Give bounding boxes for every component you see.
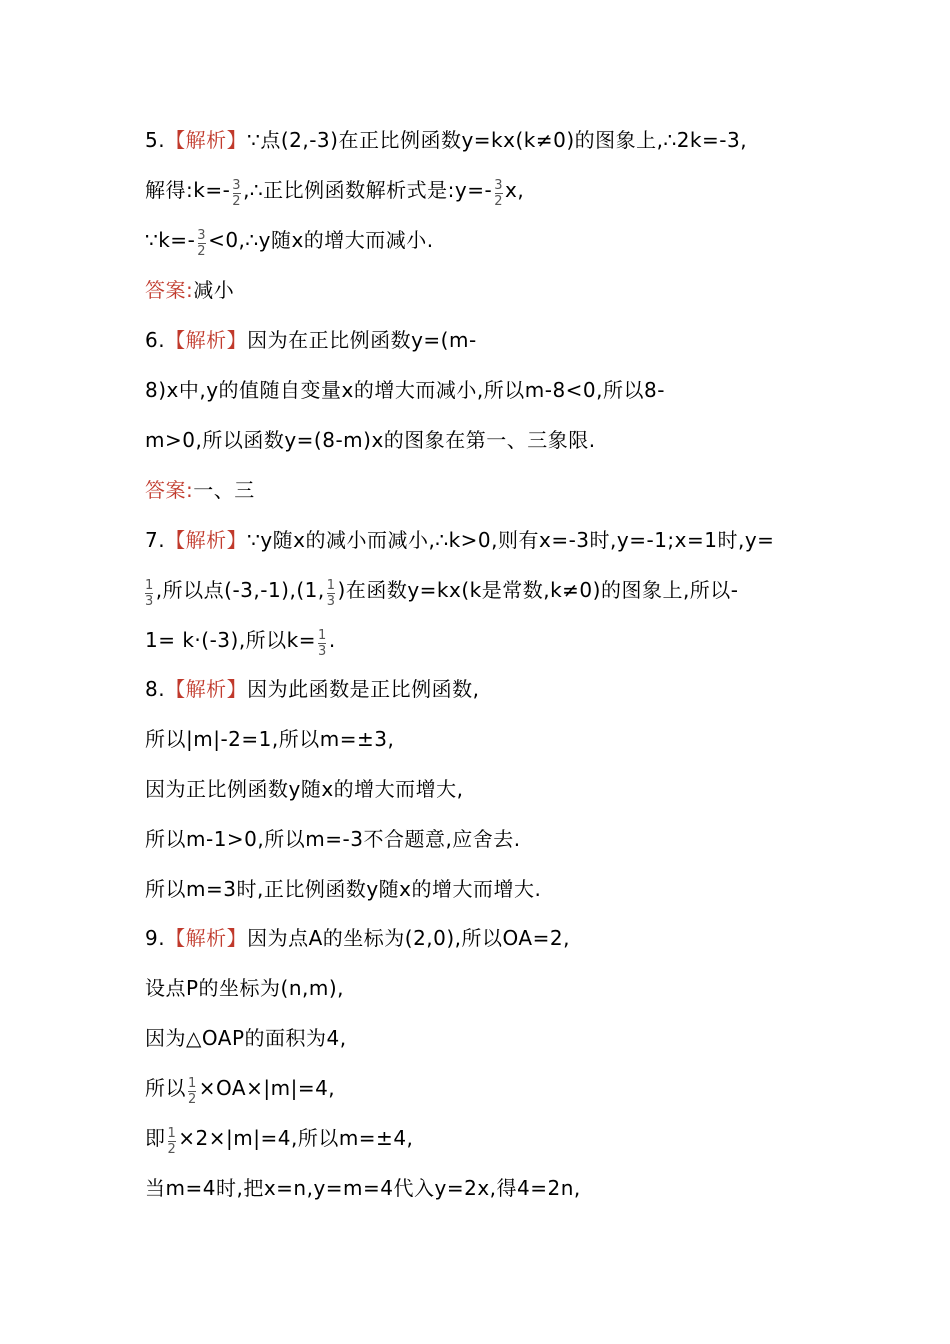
fraction-numerator: 1 — [145, 578, 154, 593]
p5-answer: 减小 — [193, 278, 235, 302]
p6-text: 因为在正比例函数y=(m- — [247, 328, 477, 352]
p9-text: ×2×|m|=4,所以m=±4, — [178, 1126, 414, 1150]
fraction-denominator: 2 — [232, 194, 242, 209]
p9-number: 9. — [145, 926, 166, 950]
fraction-numerator: 3 — [494, 178, 503, 193]
p5-line-1 — [145, 127, 820, 153]
p9-analysis-tag: 【解析】 — [165, 926, 248, 950]
p7-number: 7. — [145, 528, 166, 552]
fraction-denominator: 3 — [326, 594, 336, 609]
p7-text: 1= k·(-3),所以k= — [145, 628, 317, 652]
p8-analysis-tag: 【解析】 — [165, 677, 248, 701]
p9-line-6 — [145, 1175, 820, 1201]
p5-text: ∵k=- — [145, 228, 196, 252]
p7-text: )在函数y=kx(k是常数,k≠0)的图象上,所以- — [337, 578, 739, 602]
p7-text: ∵y随x的减小而减小,∴k>0,则有x=-3时,y=-1;x=1时,y= — [247, 528, 775, 552]
fraction-numerator: 1 — [326, 578, 336, 593]
p8-line-2 — [145, 726, 820, 752]
p5-number: 5. — [145, 128, 166, 152]
fraction-one-third — [145, 579, 154, 608]
p5-line-2 — [145, 177, 820, 209]
p6-text: m>0,所以函数y=(8-m)x的图象在第一、三象限. — [145, 428, 596, 452]
p9-text: 当m=4时,把x=n,y=m=4代入y=2x,得4=2n, — [145, 1176, 581, 1200]
fraction-denominator: 2 — [167, 1142, 177, 1157]
fraction-denominator: 3 — [145, 594, 154, 609]
fraction-numerator: 3 — [232, 178, 242, 193]
p7-line-1 — [145, 527, 820, 553]
p9-text: 因为点A的坐标为(2,0),所以OA=2, — [247, 926, 570, 950]
p6-line-3 — [145, 427, 820, 453]
p9-text: 因为△OAP的面积为4, — [145, 1026, 347, 1050]
fraction-denominator: 2 — [188, 1092, 197, 1107]
fraction-one-third — [318, 629, 327, 658]
fraction-three-halves — [197, 229, 206, 258]
p9-text: 即 — [145, 1126, 166, 1150]
p8-line-3 — [145, 776, 820, 802]
p8-text: 所以m=3时,正比例函数y随x的增大而增大. — [145, 877, 542, 901]
fraction-denominator: 2 — [197, 244, 207, 259]
p5-text: ∵点(2,-3)在正比例函数y=kx(k≠0)的图象上,∴2k=-3, — [247, 128, 748, 152]
p8-line-1 — [145, 676, 820, 702]
p8-text: 因为正比例函数y随x的增大而增大, — [145, 777, 464, 801]
p5-text: ,∴正比例函数解析式是:y=- — [243, 178, 493, 202]
p5-text: <0,∴y随x的增大而减小. — [208, 228, 434, 252]
fraction-numerator: 1 — [188, 1076, 197, 1091]
p6-answer-tag: 答案: — [145, 478, 194, 502]
p5-line-3 — [145, 227, 820, 259]
p9-text: ×OA×|m|=4, — [198, 1076, 336, 1100]
p5-answer-line — [145, 277, 820, 303]
fraction-three-halves — [494, 179, 503, 208]
fraction-denominator: 3 — [318, 644, 327, 659]
p8-text: 所以m-1>0,所以m=-3不合题意,应舍去. — [145, 827, 521, 851]
p6-line-1 — [145, 327, 820, 353]
fraction-denominator: 2 — [494, 194, 503, 209]
fraction-numerator: 3 — [197, 228, 207, 243]
p8-number: 8. — [145, 677, 166, 701]
fraction-one-half — [188, 1077, 197, 1106]
fraction-one-third — [327, 579, 336, 608]
p5-answer-tag: 答案: — [145, 278, 194, 302]
p7-text: ,所以点(-3,-1),(1, — [155, 578, 325, 602]
p9-text: 设点P的坐标为(n,m), — [145, 976, 345, 1000]
p8-text: 因为此函数是正比例函数, — [247, 677, 480, 701]
p7-line-3 — [145, 627, 820, 659]
p9-line-5 — [145, 1125, 820, 1157]
p7-text: . — [328, 628, 336, 652]
p9-text: 所以 — [145, 1076, 186, 1100]
p6-number: 6. — [145, 328, 166, 352]
p6-line-2 — [145, 377, 820, 403]
p9-line-2 — [145, 975, 820, 1001]
p9-line-1 — [145, 925, 820, 951]
fraction-numerator: 1 — [167, 1126, 177, 1141]
fraction-numerator: 1 — [318, 628, 327, 643]
p8-line-4 — [145, 826, 820, 852]
p8-text: 所以|m|-2=1,所以m=±3, — [145, 727, 395, 751]
p6-text: 8)x中,y的值随自变量x的增大而减小,所以m-8<0,所以8- — [145, 378, 665, 402]
p7-line-2 — [145, 577, 820, 609]
p9-line-3 — [145, 1025, 820, 1051]
p5-analysis-tag: 【解析】 — [165, 128, 248, 152]
fraction-three-halves — [232, 179, 241, 208]
p6-analysis-tag: 【解析】 — [165, 328, 248, 352]
fraction-one-half — [168, 1127, 177, 1156]
p9-line-4 — [145, 1075, 820, 1107]
p6-answer-line — [145, 477, 820, 503]
p5-text: 解得:k=- — [145, 178, 231, 202]
p7-analysis-tag: 【解析】 — [165, 528, 248, 552]
p5-text: x, — [505, 178, 525, 202]
p6-answer: 一、三 — [193, 478, 255, 502]
p8-line-5 — [145, 876, 820, 902]
